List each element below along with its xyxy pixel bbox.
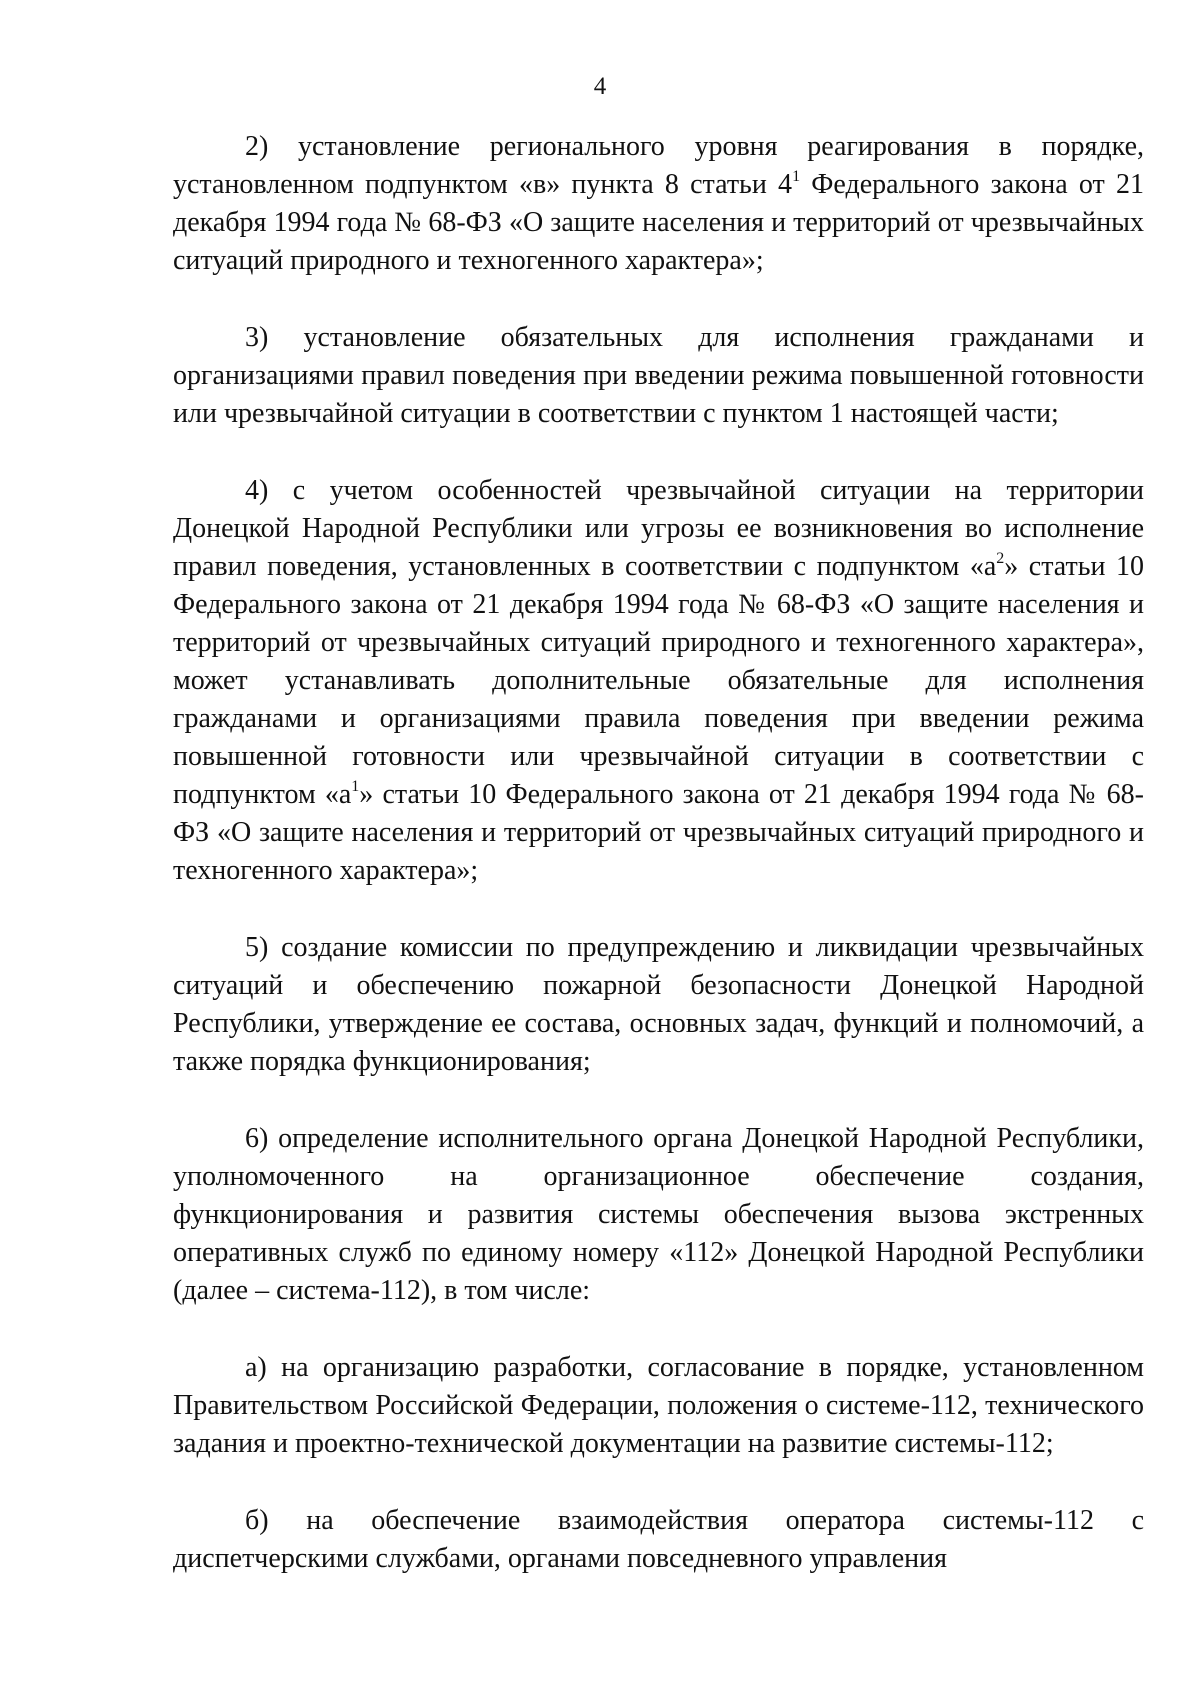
paragraph-4 <box>173 472 1144 890</box>
page-number: 4 <box>593 73 607 100</box>
paragraph-4-text-b: » статьи 10 Федерального закона от 21 декабря 1994 года № 68-ФЗ «О защите населения и территорий от чрезвычайных ситуаций природного и техногенного характера», может устанавливать дополнительные обязательные для исполнения гражданами и организациями правила поведения при введении режима повышенной готовности или чрезвычайной ситуации в соответствии с подпунктом «а <box>173 551 1144 810</box>
paragraph-4-superscript-1: 2 <box>996 549 1005 567</box>
paragraph-2 <box>173 128 1144 280</box>
document-body <box>173 128 1144 1617</box>
paragraph-4-text-a: 4) с учетом особенностей чрезвычайной ситуации на территории Донецкой Народной Республики или угрозы ее возникновения во исполнение правил поведения, установленных в соответствии с подпунктом «а <box>173 475 1144 582</box>
paragraph-6: 6) определение исполнительного органа Донецкой Народной Республики, уполномоченного на организационное обеспечение создания, функционирования и развития системы обеспечения вызова экстренных оперативных служб по единому номеру «112» Донецкой Народной Республики (далее – система-112), в том числе: <box>173 1123 1144 1306</box>
paragraph-4-text-c: » статьи 10 Федерального закона от 21 декабря 1994 года № 68-ФЗ «О защите населения и территорий от чрезвычайных ситуаций природного и техногенного характера»; <box>173 779 1145 886</box>
paragraph-4-superscript-2: 1 <box>351 777 360 795</box>
paragraph-3: 3) установление обязательных для исполнения гражданами и организациями правил поведения при введении режима повышенной готовности или чрезвычайной ситуации в соответствии с пунктом 1 настоящей части; <box>173 322 1144 429</box>
paragraph-5: 5) создание комиссии по предупреждению и ликвидации чрезвычайных ситуаций и обеспечению пожарной безопасности Донецкой Народной Республики, утверждение ее состава, основных задач, функций и полномочий, а также порядка функционирования; <box>173 932 1144 1077</box>
paragraph-2-text-a: 2) установление регионального уровня реагирования в порядке, установленном подпунктом «в» пункта 8 статьи 4 <box>173 131 1144 200</box>
paragraph-2-text-b: Федерального закона от 21 декабря 1994 года № 68-ФЗ «О защите населения и территорий от чрезвычайных ситуаций природного и техногенного характера»; <box>173 169 1144 276</box>
paragraph-2-superscript: 1 <box>792 167 801 185</box>
subparagraph-a: а) на организацию разработки, согласование в порядке, установленном Правительством Российской Федерации, положения о системе-112, технического задания и проектно-технической документации на развитие системы-112; <box>173 1352 1144 1459</box>
subparagraph-b: б) на обеспечение взаимодействия оператора системы-112 с диспетчерскими службами, органами повседневного управления <box>173 1505 1144 1574</box>
